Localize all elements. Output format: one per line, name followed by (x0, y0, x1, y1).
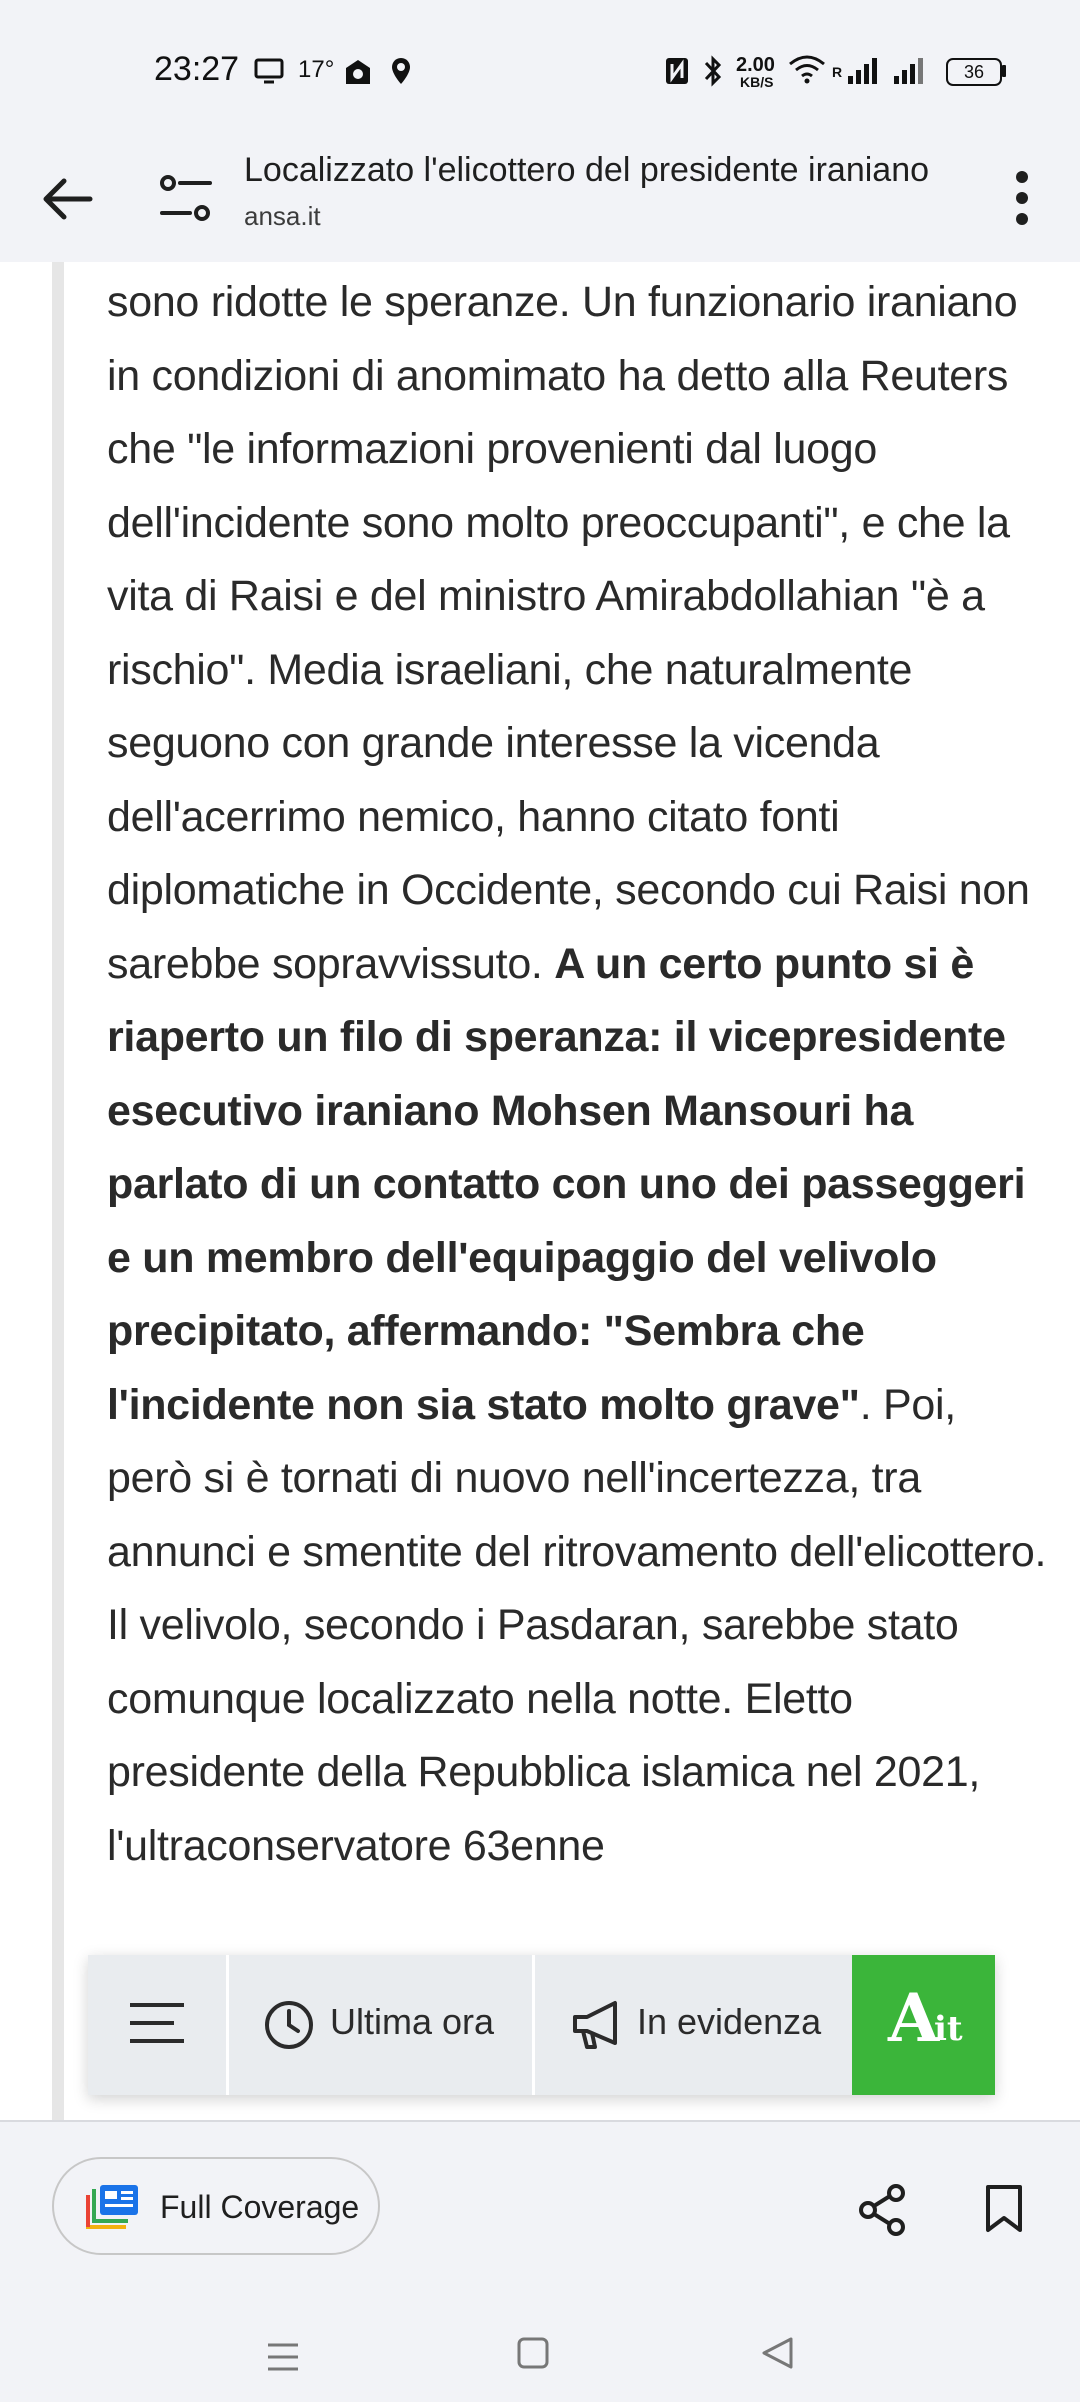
share-icon[interactable] (858, 2184, 906, 2236)
nav-recents-icon[interactable] (266, 2342, 300, 2372)
article-text-bold: A un certo punto si è riaperto un filo di speranza: il vicepresidente esecutivo iraniano Mohsen Mansouri ha parlato di un contatto con uno dei passeggeri e un membro dell'equipaggio del velivolo precipitato, affermando: "Sembra che l'incidente non sia stato molto grave" (107, 939, 1026, 1429)
in-evidenza-button[interactable] (535, 1955, 855, 2095)
nav-back-icon[interactable] (760, 2336, 794, 2370)
full-coverage-label: Full Coverage (160, 2189, 360, 2225)
site-menu-button[interactable] (88, 1955, 229, 2095)
status-bar (0, 0, 1080, 135)
battery-level: 36 (963, 62, 985, 82)
more-options-icon[interactable] (1000, 165, 1044, 231)
megaphone-icon (571, 1999, 627, 2051)
page-title: Localizzato l'elicottero del presidente iraniano (244, 151, 930, 189)
bluetooth-icon (702, 54, 724, 88)
ultima-ora-button[interactable] (229, 1955, 535, 2095)
clock-icon (263, 1999, 315, 2051)
roaming-label: R (832, 64, 843, 80)
status-time: 23:27 (154, 50, 240, 88)
nfc-icon (664, 56, 690, 86)
page-domain: ansa.it (244, 201, 321, 231)
page-settings-icon[interactable] (158, 169, 214, 229)
site-floating-toolbar (88, 1955, 995, 2095)
signal-sim1-icon (846, 56, 880, 84)
net-speed-value: 2.00 (736, 54, 775, 76)
status-temperature: 17° (298, 56, 335, 83)
bookmark-icon[interactable] (984, 2184, 1024, 2234)
article-content (0, 262, 1080, 2120)
article-paragraph (107, 266, 1047, 1883)
article-text-part2: . Poi, però si è tornati di nuovo nell'incertezza, tra annunci e smentite del ritrovamento dell'elicottero. Il velivolo, secondo i Pasdaran, sarebbe stato comunque localizzato nella notte. Eletto presidente della Repubblica islamica nel 2021, l'ultraconservatore 63enne (107, 1380, 1047, 1870)
quote-bar (52, 262, 64, 2120)
battery-icon (946, 58, 1002, 86)
bottom-bar (0, 2120, 1080, 2402)
ait-logo-a: A (888, 1979, 940, 2057)
full-coverage-icon (84, 2185, 140, 2231)
full-coverage-button[interactable] (52, 2157, 380, 2255)
hamburger-menu-icon (128, 2001, 186, 2045)
article-text-part1: sono ridotte le speranze. Un funzionario iraniano in condizioni di anomimato ha detto alla Reuters che "le informazioni provenienti dal luogo dell'incidente sono molto preoccupanti", e che la vita di Raisi e del ministro Amirabdollahian "è a rischio". Media israeliani, che naturalmente seguono con grande interesse la vicenda dell'acerrimo nemico, hanno citato fonti diplomatiche in Occidente, secondo cui Raisi non sarebbe sopravvissuto. (107, 278, 1030, 988)
ansa-it-logo-button[interactable] (852, 1955, 995, 2095)
back-arrow-icon[interactable] (36, 167, 100, 231)
top-app-bar (0, 135, 1080, 264)
battery-tip (1002, 65, 1006, 77)
signal-sim2-icon (892, 56, 926, 84)
ait-logo-it: it (934, 2009, 963, 2049)
security-icon (342, 56, 374, 86)
wifi-icon (788, 54, 826, 84)
screen-cast-icon (254, 58, 284, 84)
ultima-ora-label: Ultima ora (330, 2001, 495, 2042)
in-evidenza-label: In evidenza (637, 2001, 822, 2042)
nav-home-icon[interactable] (516, 2336, 550, 2370)
location-icon (390, 56, 412, 86)
net-speed-unit: KB/S (740, 74, 774, 90)
